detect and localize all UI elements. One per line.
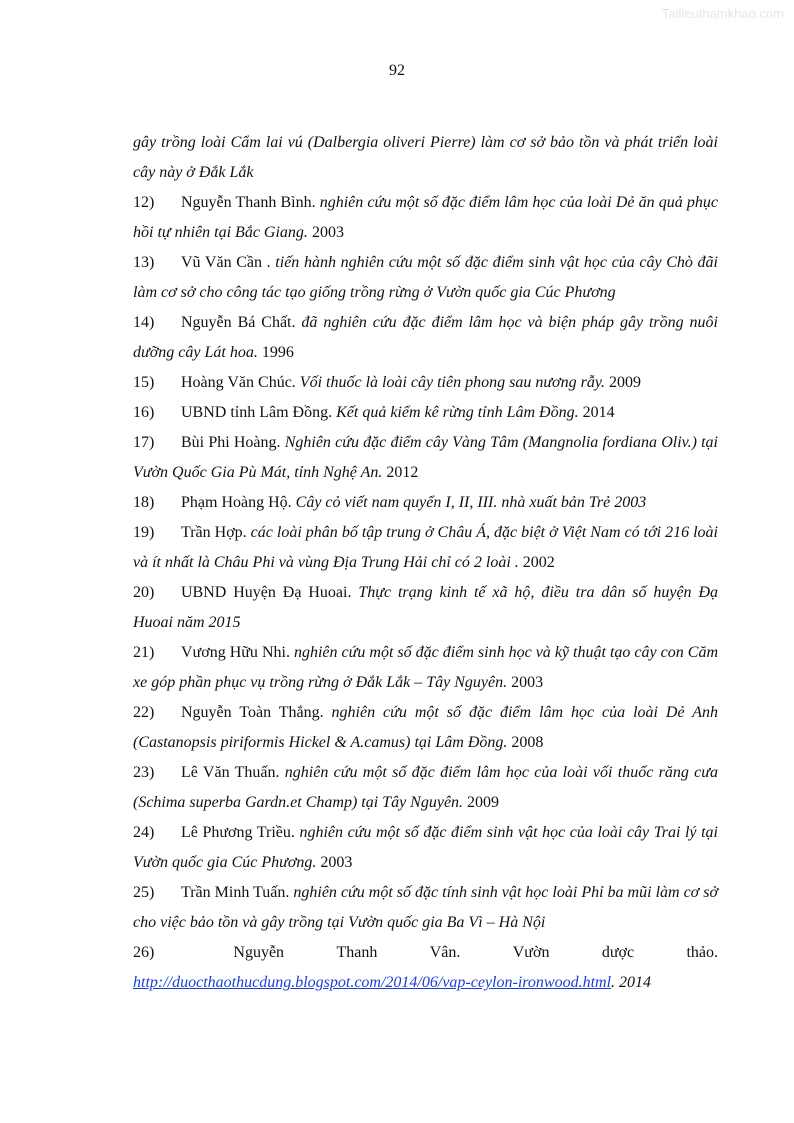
reference-author: Nguyễn Bá Chất. [181,314,296,331]
reference-year: 2003 [507,674,544,691]
reference-year: 2012 [382,464,419,481]
reference-number: 24) [133,824,155,841]
reference-author: Vương Hữu Nhi. [181,644,290,661]
reference-item [133,488,718,518]
reference-year: 2009 [605,374,642,391]
reference-year: . 2014 [611,974,652,991]
reference-number: 15) [133,374,155,391]
reference-title: nghiên cứu một số đặc tính sinh vật học loài Phỉ ba mũi làm cơ sở cho việc bảo tồn và gây trồng tại Vườn quốc gia Ba Vì – Hà Nội [133,884,718,931]
reference-title: nghiên cứu một số đặc điểm lâm học của loài vối thuốc răng cưa (Schima superba Gardn.et Champ) tại Tây Nguyên. [133,764,718,811]
reference-title: nghiên cứu một số đặc điểm lâm học của loài Dẻ Anh (Castanopsis piriformis Hickel & A.camus) tại Lâm Đồng. [133,704,718,751]
reference-author: Trần Hợp. [181,524,247,541]
reference-year: 2003 [307,224,344,241]
reference-author: Lê Văn Thuấn. [181,764,280,781]
reference-title: Cây cỏ viết nam quyển I, II, III. nhà xuất bản Trẻ 2003 [291,494,647,511]
reference-item [133,818,718,878]
reference-item [133,398,718,428]
reference-title: Vối thuốc là loài cây tiên phong sau nương rẫy. [295,374,606,391]
reference-item [133,758,718,818]
reference-number: 18) [133,494,155,511]
reference-title: nghiên cứu một số đặc điểm lâm học của loài Dẻ ăn quả phục hồi tự nhiên tại Bắc Giang. [133,194,719,241]
reference-year: 2009 [463,794,500,811]
reference-year: 2003 [316,854,353,871]
reference-item [133,368,718,398]
reference-number: 25) [133,884,155,901]
reference-number: 13) [133,254,155,271]
reference-item [133,248,718,308]
reference-author: Lê Phương Triều. [181,824,295,841]
reference-url-line [133,968,718,998]
reference-author: UBND tỉnh Lâm Đồng. [181,404,333,421]
reference-title: Kết quả kiểm kê rừng tỉnh Lâm Đồng. [332,404,579,421]
reference-title-word: dược [601,944,635,961]
reference-number: 19) [133,524,155,541]
reference-title: nghiên cứu một số đặc điểm sinh học và kỹ thuật tạo cây con Căm xe góp phần phục vụ trồng rừng ở Đắk Lắk – Tây Nguyên. [133,644,718,691]
reference-year: 2008 [507,734,544,751]
reference-number: 21) [133,644,155,661]
continuation-text: gây trồng loài Cẩm lai vú (Dalbergia oliveri Pierre) làm cơ sở bảo tồn và phát triển loài cây này ở Đắk Lắk [133,134,718,181]
reference-title: Thực trạng kinh tế xã hộ, điều tra dân số huyện Đạ Huoai năm 2015 [133,584,719,631]
reference-number: 14) [133,314,155,331]
reference-author: Nguyễn Toàn Thắng. [181,704,324,721]
reference-author-word: Vân. [429,944,461,961]
reference-item [133,878,718,938]
reference-title: đã nghiên cứu đặc điểm lâm học và biện pháp gây trồng nuôi dưỡng cây Lát hoa. [133,314,719,361]
reference-author-word: Thanh [336,944,378,961]
reference-number: 17) [133,434,155,451]
reference-title: tiến hành nghiên cứu một số đặc điểm sinh vật học của cây Chò đãi làm cơ sở cho công tác tạo giống trồng rừng ở Vườn quốc gia Cúc Phương [133,254,718,301]
reference-number: 26) [133,944,155,961]
references [133,188,718,938]
reference-title-word: Vườn [512,944,550,961]
reference-year: 1996 [257,344,294,361]
reference-item [133,308,718,368]
reference-year: 2002 [518,554,555,571]
reference-number: 12) [133,194,155,211]
reference-year: 2014 [578,404,615,421]
reference-title-word: thảo. [686,944,718,961]
reference-number: 22) [133,704,155,721]
reference-author: Trần Minh Tuấn. [181,884,290,901]
reference-author: Hoàng Văn Chúc. [181,374,296,391]
reference-author: Bùi Phi Hoàng. [181,434,281,451]
reference-item-26 [133,938,718,968]
reference-author-word: Nguyễn [233,944,285,961]
reference-item [133,188,718,248]
reference-url-link[interactable]: http://duocthaothucdung.blogspot.com/2014/06/vap-ceylon-ironwood.html [133,974,612,991]
reference-title: nghiên cứu một số đặc điểm sinh vật học của loài cây Trai lý tại Vườn quốc gia Cúc Phương. [133,824,719,871]
reference-item [133,518,718,578]
page-number: 92 [389,62,405,79]
reference-number: 23) [133,764,155,781]
reference-item [133,578,718,638]
reference-item [133,638,718,698]
reference-author: Vũ Văn Cần . [181,254,271,271]
reference-number: 16) [133,404,155,421]
reference-title: Nghiên cứu đặc điểm cây Vàng Tâm (Mangnolia fordiana Oliv.) tại Vườn Quốc Gia Pù Mát, tỉnh Nghệ An. [133,434,718,481]
reference-item [133,428,718,488]
reference-item [133,698,718,758]
reference-list [133,128,718,998]
watermark: Tailieuthamkhao.com [661,6,784,21]
reference-author: Phạm Hoàng Hộ. [181,494,292,511]
reference-author: Nguyễn Thanh Bình. [181,194,316,211]
reference-number: 20) [133,584,155,601]
reference-title: các loài phân bố tập trung ở Châu Á, đặc biệt ở Việt Nam có tới 216 loài và ít nhất là Châu Phi và vùng Địa Trung Hải chỉ có 2 loài . [133,524,718,571]
reference-author: UBND Huyện Đạ Huoai. [181,584,352,601]
